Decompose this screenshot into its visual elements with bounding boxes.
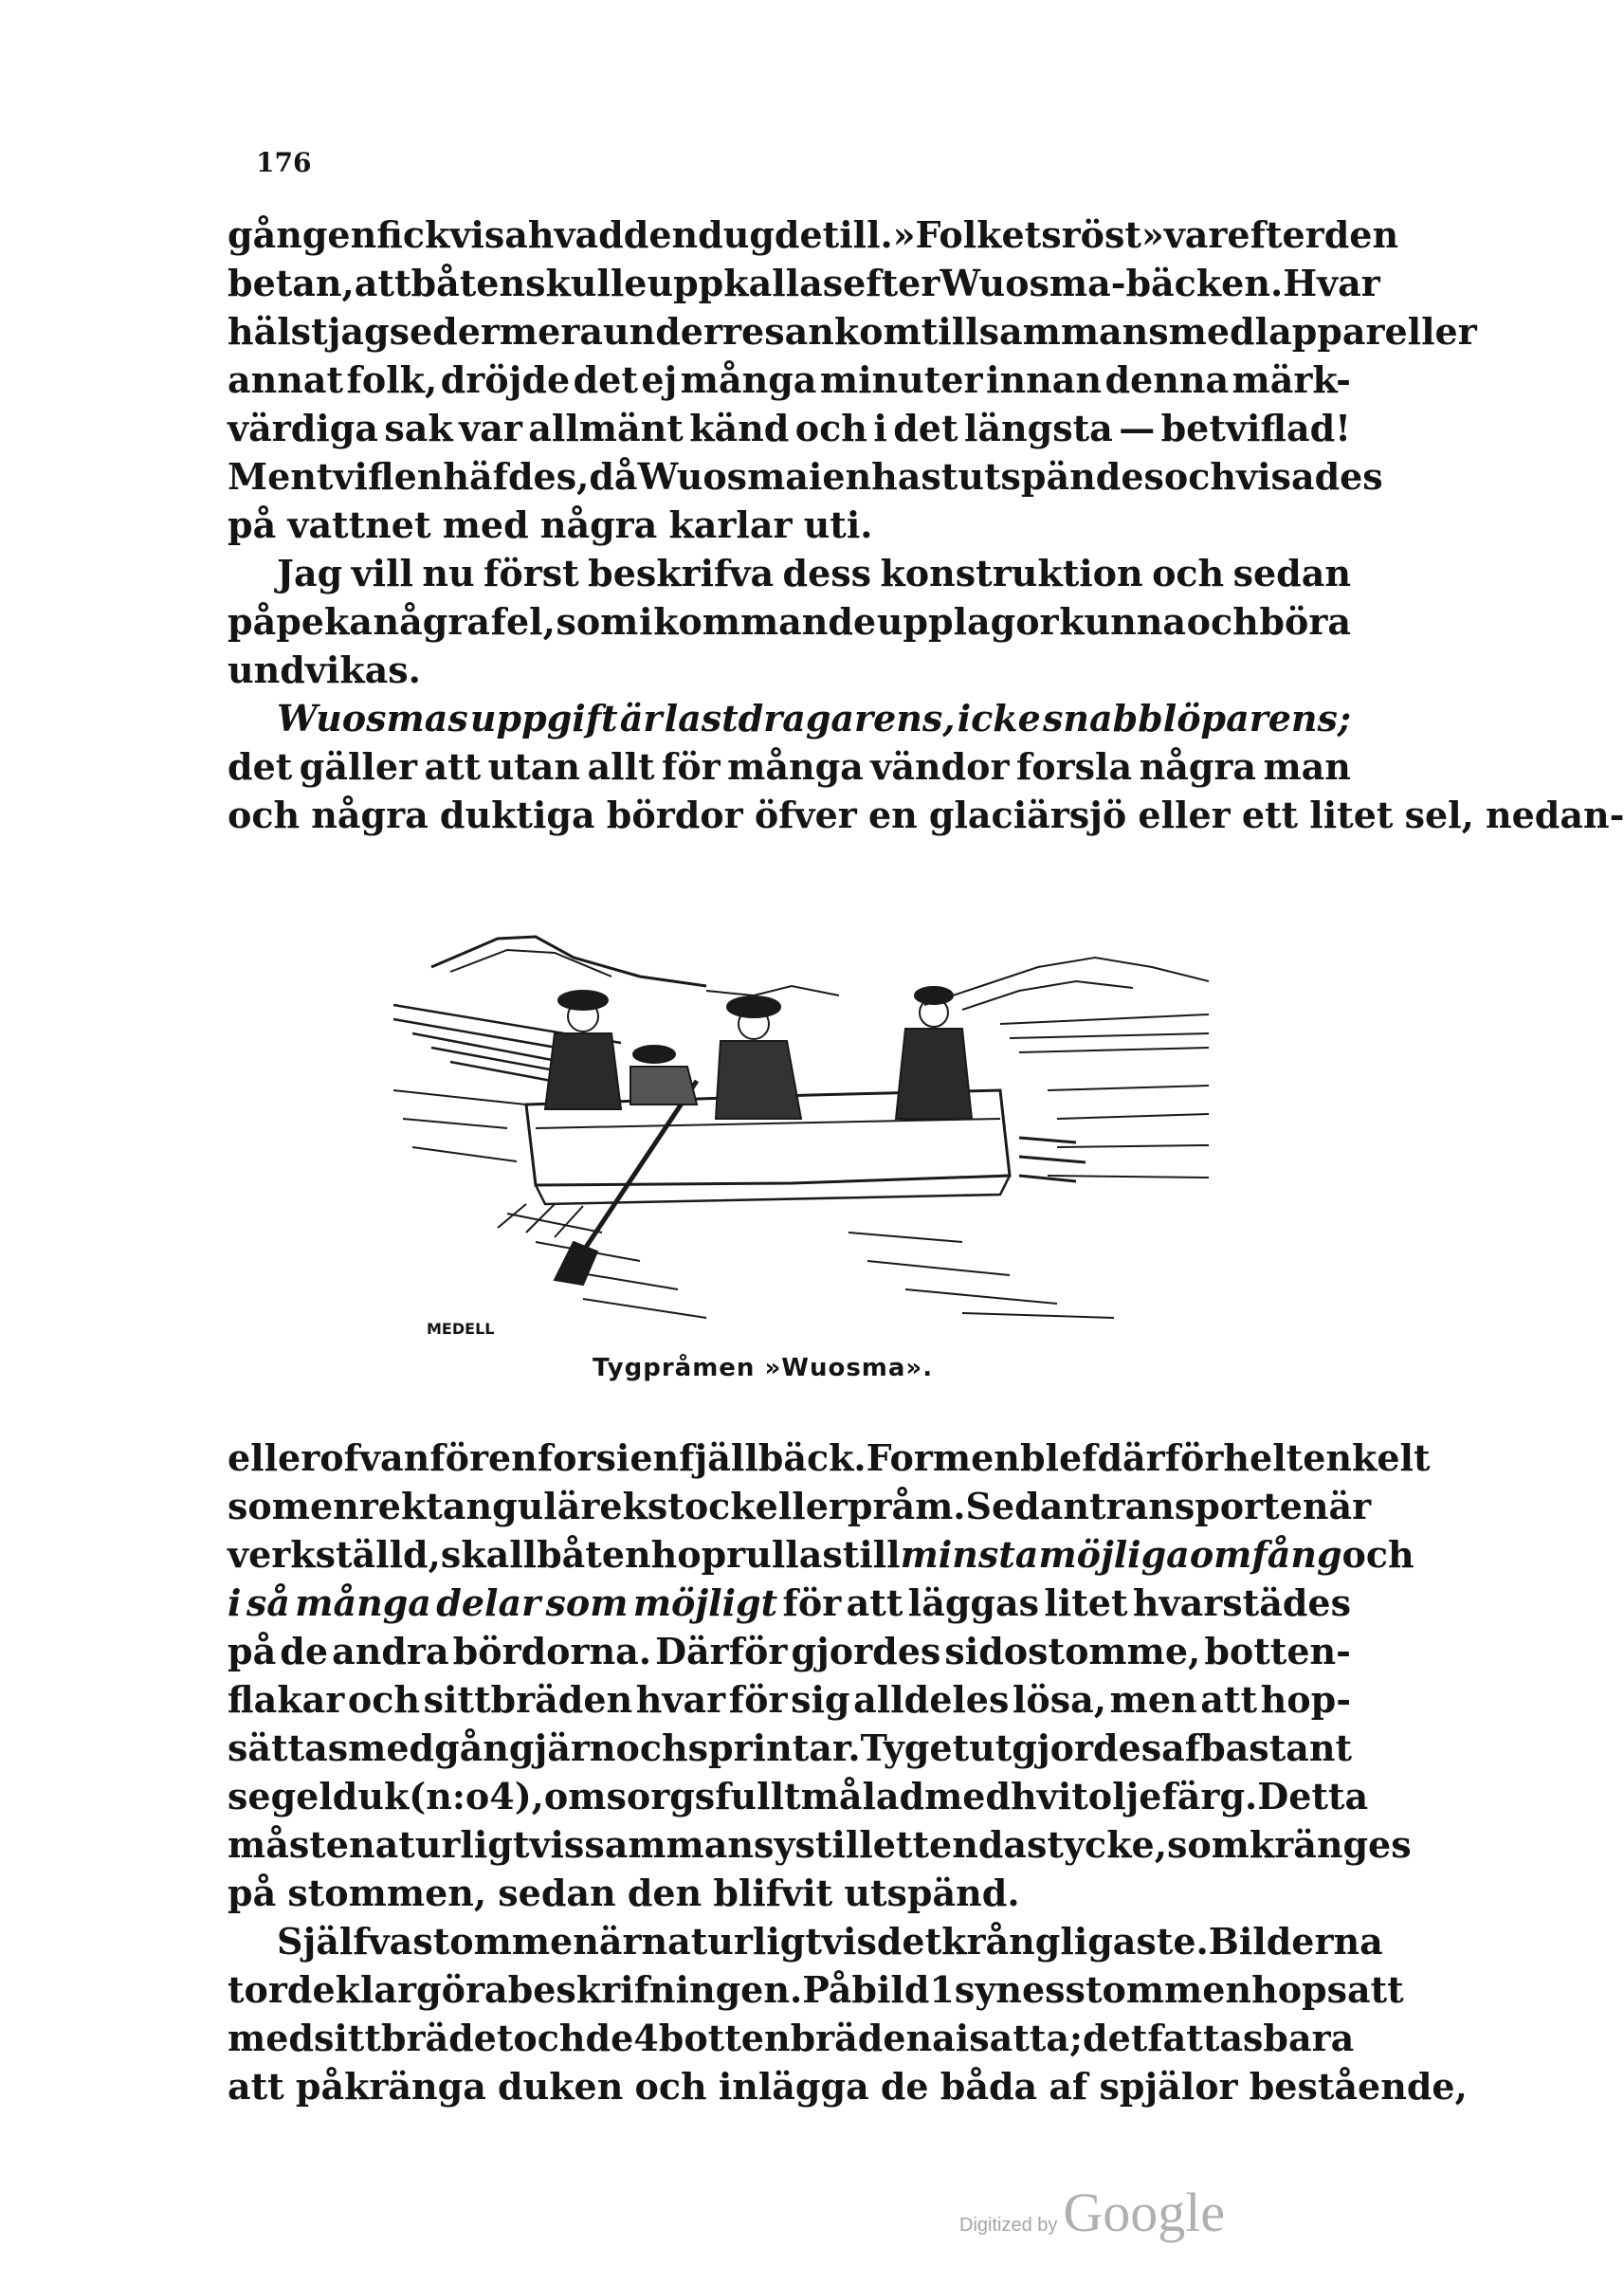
word: att <box>354 262 411 304</box>
word: värdiga <box>228 407 378 449</box>
word: det <box>876 1920 942 1963</box>
word: hvit <box>1011 1775 1088 1817</box>
word: visa <box>449 213 528 256</box>
word: båten <box>411 262 526 304</box>
word: stommen, <box>287 1872 487 1914</box>
word: 4), <box>489 1775 544 1817</box>
word: måste <box>228 1823 349 1866</box>
word: Jag <box>277 552 343 594</box>
word: sel, <box>1404 794 1474 836</box>
word: som <box>1166 1823 1250 1866</box>
word: för <box>782 1581 842 1624</box>
word: i <box>228 1581 242 1624</box>
word: 1 <box>929 1968 955 2011</box>
digitized-by-text: Digitized by <box>959 2215 1058 2236</box>
word: beskrifva <box>588 552 775 594</box>
word: längsta <box>963 407 1113 449</box>
word: andra <box>332 1630 449 1672</box>
text-line <box>228 210 1399 259</box>
word: i <box>873 407 887 449</box>
word: Sedan <box>965 1485 1089 1527</box>
word: sidostomme, <box>944 1630 1201 1672</box>
word: synes <box>954 1968 1066 2011</box>
word: sittbräden <box>423 1678 633 1721</box>
word: omfång <box>1189 1533 1342 1576</box>
word: uti. <box>803 503 873 546</box>
word: en <box>822 455 872 498</box>
word: dess <box>782 552 872 594</box>
word: hop- <box>1260 1678 1351 1721</box>
word: bördorna. <box>452 1630 652 1672</box>
word: skall <box>440 1533 538 1576</box>
text-line <box>228 259 1380 307</box>
word: de <box>880 2065 929 2108</box>
boat-illustration <box>393 901 1209 1327</box>
word: många <box>295 1581 431 1624</box>
word: kommande <box>653 600 877 643</box>
word: den <box>1323 213 1399 256</box>
word: upplagor <box>876 600 1059 643</box>
word: men <box>1109 1678 1197 1721</box>
word: en <box>488 1436 538 1479</box>
word: påpeka <box>228 600 373 643</box>
word: sättas <box>228 1726 349 1769</box>
word: i <box>639 600 653 643</box>
page-number: 176 <box>256 147 312 178</box>
word: hälst <box>228 310 328 353</box>
text-line <box>228 356 1351 404</box>
word: »Folkets <box>892 213 1062 256</box>
word: inlägga <box>718 2065 869 2108</box>
text-line <box>228 404 1351 452</box>
text-line <box>228 1772 1369 1820</box>
word: var <box>1163 213 1228 256</box>
word: många <box>680 358 817 401</box>
word: på <box>228 1630 277 1672</box>
word: litet <box>1309 794 1394 836</box>
word: de <box>585 2017 634 2059</box>
word: torde <box>228 1968 336 2011</box>
word: botten- <box>1204 1630 1351 1672</box>
word: minsta <box>900 1533 1039 1576</box>
word: lastdragarens, <box>664 697 956 740</box>
word: efter <box>843 262 940 304</box>
word: det <box>1083 2017 1148 2059</box>
word: bastant <box>1200 1726 1353 1769</box>
word: af <box>1161 1726 1201 1769</box>
word: af <box>1049 2065 1088 2108</box>
word: röst» <box>1061 213 1164 256</box>
word: Wuosma-bäcken. <box>940 262 1284 304</box>
word: enkelt <box>1303 1436 1431 1479</box>
word: under <box>602 310 722 353</box>
word: ekstock <box>599 1485 756 1527</box>
text-line <box>228 1820 1412 1869</box>
word: nu <box>422 552 475 594</box>
word: pråm. <box>847 1485 966 1527</box>
text-line <box>228 742 1351 791</box>
text-line <box>228 549 1351 597</box>
word: vill <box>351 552 413 594</box>
word: och <box>615 1726 688 1769</box>
word: undvikas. <box>228 648 421 691</box>
word: då <box>589 455 638 498</box>
word: och <box>1341 1533 1414 1576</box>
text-line <box>228 501 1351 549</box>
word: dröjde <box>440 358 571 401</box>
text-line <box>228 1482 1372 1530</box>
text-line <box>228 2062 1468 2110</box>
word: och <box>1152 552 1225 594</box>
text-line <box>228 597 1351 646</box>
word: eller <box>1138 794 1231 836</box>
word: en <box>309 1485 359 1527</box>
word: folk, <box>346 358 438 401</box>
word: en <box>630 1436 680 1479</box>
word: det <box>228 745 293 788</box>
word: flakar <box>228 1678 345 1721</box>
word: konstruktion <box>880 552 1143 594</box>
word: glaciärsjö <box>928 794 1127 836</box>
word: verkställd, <box>228 1533 441 1576</box>
word: några <box>539 503 658 546</box>
word: betan, <box>228 262 355 304</box>
text-line <box>228 1675 1351 1724</box>
word: Detta <box>1257 1775 1369 1817</box>
text-line <box>228 1724 1351 1772</box>
word: omsorgsfullt <box>543 1775 801 1817</box>
word: och <box>1163 455 1237 498</box>
word: är <box>1328 1485 1372 1527</box>
word: Men <box>228 455 317 498</box>
word: Bilderna <box>1208 1920 1383 1963</box>
word: bottenbrädena <box>658 2017 956 2059</box>
word: det <box>573 358 638 401</box>
word: på <box>228 1872 277 1914</box>
word: i <box>808 455 823 498</box>
word: man <box>1263 745 1351 788</box>
word: med <box>228 2017 314 2059</box>
word: några <box>311 794 429 836</box>
word: först <box>484 552 579 594</box>
word: eller <box>228 1436 320 1479</box>
word: sittbrädet <box>313 2017 514 2059</box>
word: böra <box>1259 600 1351 643</box>
word: snabblöparens; <box>1042 697 1351 740</box>
word: många <box>727 745 864 788</box>
word: de <box>280 1630 329 1672</box>
word: fjällbäck. <box>679 1436 867 1479</box>
word: utspänd. <box>844 1872 1020 1914</box>
word: stommen <box>412 1920 599 1963</box>
text-line <box>228 1434 1431 1482</box>
word: (n:o <box>409 1775 490 1817</box>
word: icke <box>957 697 1041 740</box>
text-line <box>228 1530 1414 1579</box>
word: allmänt <box>528 407 684 449</box>
word: till. <box>822 213 893 256</box>
word: en <box>867 794 918 836</box>
word: hopsatt <box>1251 1968 1404 2011</box>
word: sedan <box>1232 552 1351 594</box>
word: naturligtvis <box>348 1823 585 1866</box>
word: därför <box>1097 1436 1224 1479</box>
word: fick <box>376 213 450 256</box>
word: isatta; <box>955 2017 1084 2059</box>
word: eller <box>755 1485 848 1527</box>
digitized-by-watermark <box>959 2181 1225 2244</box>
google-logo: Google <box>1063 2182 1226 2243</box>
word: fors <box>537 1436 616 1479</box>
text-line <box>228 452 1383 501</box>
word: forsla <box>1015 745 1133 788</box>
word: bild <box>851 1968 930 2011</box>
word: skulle <box>525 262 648 304</box>
word: några <box>373 600 490 643</box>
word: är <box>619 697 663 740</box>
word: hast <box>871 455 958 498</box>
text-line <box>228 1869 1351 1917</box>
word: vändor <box>870 745 1010 788</box>
word: den <box>623 213 699 256</box>
word: som <box>556 600 639 643</box>
word: att <box>424 745 482 788</box>
word: duktiga <box>439 794 595 836</box>
word: till <box>842 1533 901 1576</box>
word: målad <box>800 1775 925 1817</box>
word: och <box>228 794 301 836</box>
word: sak <box>384 407 453 449</box>
word: och <box>794 407 867 449</box>
text-line <box>228 1627 1351 1675</box>
word: i <box>615 1436 630 1479</box>
word: Tyget <box>860 1726 970 1769</box>
word: betviflad! <box>1160 407 1351 449</box>
word: båten <box>537 1533 651 1576</box>
word: bestående, <box>1249 2065 1468 2108</box>
word: att <box>228 2065 284 2108</box>
word: transporten <box>1089 1485 1329 1527</box>
word: häfdes, <box>443 455 590 498</box>
word: bördor <box>606 794 743 836</box>
word: kom <box>833 310 921 353</box>
word: alldeles <box>853 1678 1010 1721</box>
word: det <box>893 407 958 449</box>
word: nedan- <box>1486 794 1624 836</box>
word: tviflen <box>316 455 444 498</box>
word: jag <box>327 310 390 353</box>
text-line <box>228 1579 1351 1627</box>
text-line <box>228 646 1351 694</box>
figure-caption: Tygpråmen »Wuosma». <box>593 1354 934 1382</box>
text-line <box>228 307 1477 356</box>
word: med <box>924 1775 1012 1817</box>
word: med <box>348 1726 435 1769</box>
word: gäller <box>299 745 418 788</box>
text-block-bottom <box>228 1434 1468 2110</box>
word: resan <box>722 310 834 353</box>
word: stycke, <box>1027 1823 1167 1866</box>
text-line <box>228 1965 1404 2014</box>
word: krångligaste. <box>941 1920 1209 1963</box>
word: att <box>1200 1678 1258 1721</box>
word: och <box>634 2065 707 2108</box>
illustration-signature: MEDELL <box>427 1320 495 1338</box>
word: hvarstädes <box>1132 1581 1351 1624</box>
word: Själfva <box>277 1920 413 1963</box>
word: sedermera <box>389 310 603 353</box>
word: så <box>246 1581 290 1624</box>
word: uppkallas <box>647 262 844 304</box>
word: öfver <box>754 794 857 836</box>
word: möjliga <box>1038 1533 1190 1576</box>
word: kunna <box>1059 600 1187 643</box>
word: visades <box>1236 455 1383 498</box>
word: lappar <box>1254 310 1385 353</box>
word: ett <box>872 1823 930 1866</box>
word: klargöra <box>335 1968 508 2011</box>
word: ofvanför <box>319 1436 488 1479</box>
word: hoprullas <box>650 1533 843 1576</box>
word: Wuosmas <box>277 697 468 740</box>
word: möjligt <box>632 1581 778 1624</box>
word: rektangulär <box>358 1485 600 1527</box>
word: med <box>1168 310 1255 353</box>
word: den <box>627 1872 703 1914</box>
word: — <box>1119 407 1156 449</box>
word: allt <box>587 745 655 788</box>
word: karlar <box>668 503 793 546</box>
word: gången <box>228 213 377 256</box>
word: gjordes <box>791 1630 941 1672</box>
word: blifvit <box>713 1872 833 1914</box>
word: sig <box>791 1678 850 1721</box>
text-line <box>228 791 1624 839</box>
word: denna <box>1104 358 1230 401</box>
text-line <box>228 1917 1383 1965</box>
word: uppgift <box>469 697 618 740</box>
word: bara <box>1263 2017 1355 2059</box>
word: duken <box>498 2065 624 2108</box>
word: delar <box>436 1581 541 1624</box>
word: Hvar <box>1283 262 1380 304</box>
word: sammansys <box>584 1823 815 1866</box>
word: 4 <box>633 2017 659 2059</box>
word: och <box>513 2017 586 2059</box>
engraving-boat-icon <box>393 901 1209 1327</box>
word: och <box>1186 600 1259 643</box>
word: eller <box>1384 310 1477 353</box>
word: utgjordes <box>969 1726 1162 1769</box>
word: några <box>1139 745 1257 788</box>
word: Därför <box>655 1630 788 1672</box>
word: på <box>228 503 277 546</box>
word: hvad <box>527 213 624 256</box>
word: På <box>802 1968 852 2011</box>
word: var <box>459 407 522 449</box>
word: segelduk <box>228 1775 410 1817</box>
word: dugde <box>698 213 823 256</box>
word: att <box>846 1581 903 1624</box>
word: tillsammans <box>921 310 1169 353</box>
word: ej <box>641 358 678 401</box>
word: vattnet <box>287 503 431 546</box>
word: blef <box>1019 1436 1098 1479</box>
word: med <box>442 503 529 546</box>
word: annat <box>228 358 344 401</box>
word: enda <box>929 1823 1028 1866</box>
word: är <box>598 1920 642 1963</box>
word: som <box>228 1485 310 1527</box>
word: litet <box>1044 1581 1128 1624</box>
word: helt <box>1223 1436 1304 1479</box>
word: som <box>545 1581 629 1624</box>
word: Formen <box>866 1436 1020 1479</box>
word: båda <box>940 2065 1038 2108</box>
word: för <box>661 745 721 788</box>
word: hvar <box>635 1678 726 1721</box>
word: gångjärn <box>434 1726 616 1769</box>
word: minuter <box>819 358 983 401</box>
word: efter <box>1227 213 1324 256</box>
text-line <box>228 694 1351 742</box>
word: kränges <box>1249 1823 1412 1866</box>
word: märk- <box>1232 358 1351 401</box>
word: påkränga <box>295 2065 486 2108</box>
word: känd <box>689 407 790 449</box>
text-block-top <box>228 210 1624 839</box>
word: utan <box>487 745 581 788</box>
text-line <box>228 2014 1355 2062</box>
word: beskrifningen. <box>507 1968 803 2011</box>
word: sprintar. <box>687 1726 861 1769</box>
word: innan <box>986 358 1102 401</box>
word: naturligtvis <box>641 1920 877 1963</box>
word: och <box>347 1678 420 1721</box>
word: för <box>728 1678 788 1721</box>
word: ett <box>1241 794 1299 836</box>
word: fel, <box>490 600 556 643</box>
word: till <box>814 1823 873 1866</box>
word: lösa, <box>1013 1678 1107 1721</box>
word: oljefärg. <box>1087 1775 1258 1817</box>
word: läggas <box>907 1581 1039 1624</box>
word: utspändes <box>958 455 1164 498</box>
word: Wuosma <box>637 455 809 498</box>
word: stommen <box>1065 1968 1252 2011</box>
word: spjälor <box>1099 2065 1238 2108</box>
word: fattas <box>1147 2017 1264 2059</box>
word: sedan <box>498 1872 616 1914</box>
